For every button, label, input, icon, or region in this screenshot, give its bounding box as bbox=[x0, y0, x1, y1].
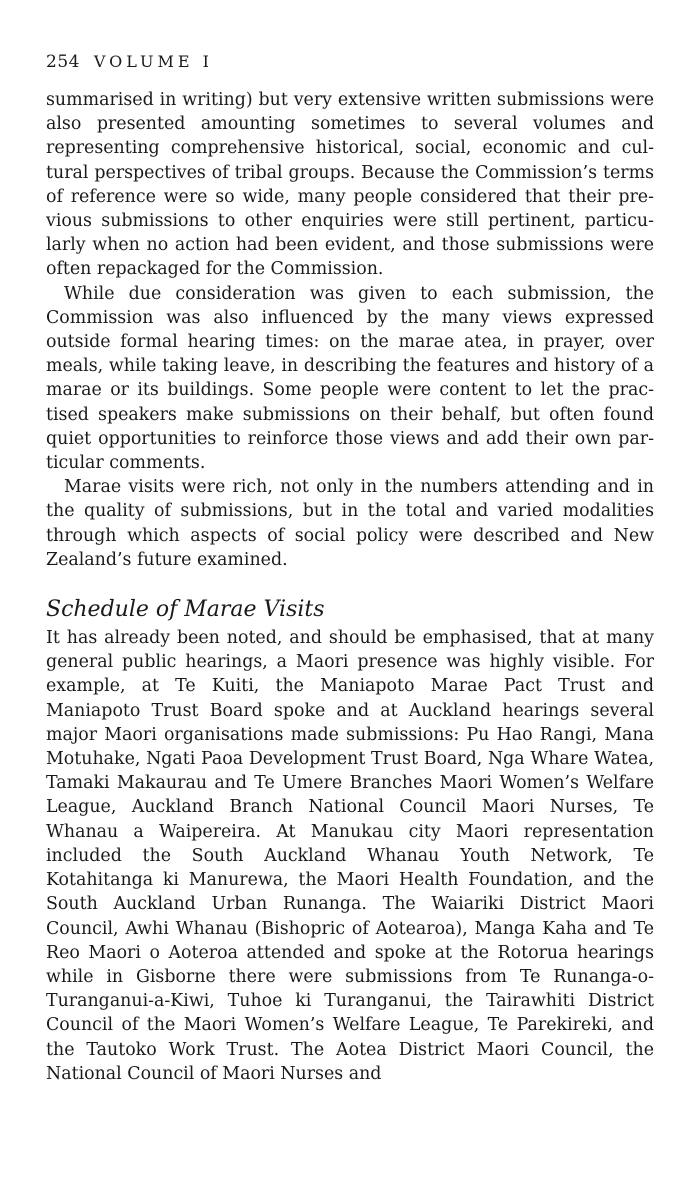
page-number: 254 bbox=[46, 52, 80, 72]
body-paragraph: Marae visits were rich, not only in the numbers attending and in the quality of submissions, but in the total and varied modalities through which aspects of social policy were described and New Zealand’s future examined. bbox=[46, 477, 654, 570]
section-heading: Schedule of Marae Visits bbox=[46, 597, 325, 623]
body-paragraph-continued: summarised in writing) but very extensive written submissions were also presented amounting sometimes to several volumes and representing comprehensive historical, social, economic and cultural perspectives of tribal groups. Because the Commission’s terms of reference were so wide, many people considered that their previous submissions to other enquiries were still pertinent, particularly when no action had been evident, and those submissions were often repackaged for the Commission. bbox=[46, 90, 654, 280]
body-paragraph: While due consideration was given to each submission, the Commission was also influenced by the many views expressed outside formal hearing times: on the marae atea, in prayer, over meals, while taking leave, in describing the features and history of a marae or its buildings. Some people were content to let the practised speakers make submissions on their behalf, but often found quiet opportunities to reinforce those views and add their own particular comments. bbox=[46, 283, 654, 474]
volume-label: VOLUME I bbox=[93, 52, 213, 71]
page bbox=[46, 50, 654, 1086]
running-head bbox=[46, 50, 654, 74]
section-paragraph: It has already been noted, and should be emphasised, that at many general public hearings, a Maori presence was highly visible. For example, at Te Kuiti, the Maniapoto Marae Pact Trust and Maniapoto Trust Board spoke and at Auckland hearings several major Maori organisations made submissions: Pu Hao Rangi, Mana Motuhake, Ngati Paoa Development Trust Board, Nga Whare Watea, Tamaki Makaurau and Te Umere Branches Maori Women’s Welfare League, Auckland Branch National Council Maori Nurses, Te Whanau a Waipereira. At Manukau city Maori representation included the South Auckland Whanau Youth Network, Te Kotahitanga ki Manurewa, the Maori Health Foundation, and the South Auckland Urban Runanga. The Waiariki District Maori Council, Awhi Whanau (Bishopric of Aotearoa), Manga Kaha and Te Reo Maori o Aoteroa attended and spoke at the Rotorua hearings while in Gisborne there were submissions from Te Runanga-o-Turanganui-a-Kiwi, Tuhoe ki Turanganui, the Tairawhiti District Council of the Maori Women’s Welfare League, Te Parekireki, and the Tautoko Work Trust. The Aotea District Maori Council, the National Council of Maori Nurses and bbox=[46, 628, 654, 1084]
